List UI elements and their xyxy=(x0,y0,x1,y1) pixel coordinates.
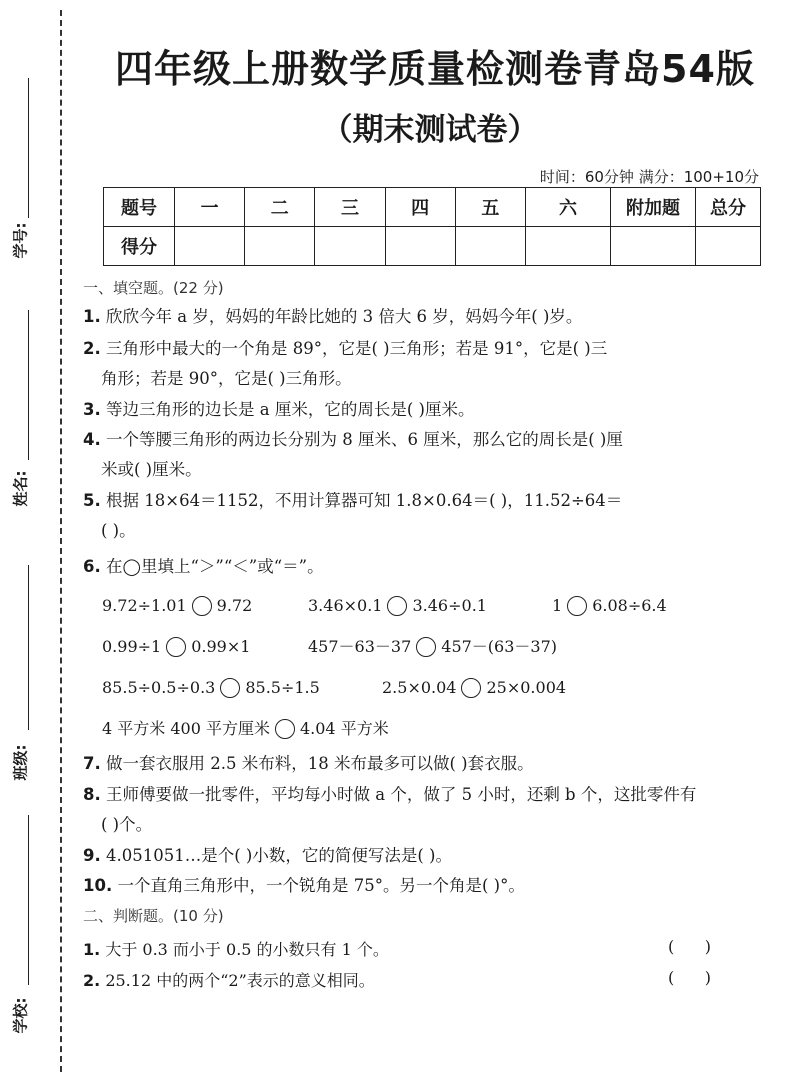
compare-left: 2.5×0.04 xyxy=(382,678,457,697)
question-9 xyxy=(83,841,733,871)
question-2 xyxy=(83,334,733,394)
compare-right: 0.99×1 xyxy=(191,637,251,656)
question-number: 2. xyxy=(83,971,101,990)
score-cell: 六 xyxy=(526,188,611,227)
compare-circle-blank[interactable] xyxy=(166,637,186,657)
score-input-cell[interactable] xyxy=(315,227,385,266)
question-10 xyxy=(83,871,733,901)
school-rule xyxy=(28,815,29,985)
compare-left: 457－63－37 xyxy=(308,637,412,656)
class-rule xyxy=(28,565,29,730)
compare-left: 3.46×0.1 xyxy=(308,596,383,615)
question-text: 等边三角形的边长是 a 厘米，它的周长是( )厘米。 xyxy=(106,400,475,419)
question-text: 25.12 中的两个“2”表示的意义相同。 xyxy=(105,971,375,990)
question-text: 做一套衣服用 2.5 米布料，18 米布最多可以做( )套衣服。 xyxy=(106,754,534,773)
compare-circle-blank[interactable] xyxy=(567,596,587,616)
compare-right: 25×0.004 xyxy=(486,678,567,697)
binding-dashed-line xyxy=(60,10,62,1072)
question-text: 三角形中最大的一个角是 89°，它是( )三角形；若是 91°，它是( )三 xyxy=(106,339,608,358)
judge-answer-blank[interactable]: ( ) xyxy=(668,968,711,987)
compare-item xyxy=(102,718,389,740)
question-text: 在◯里填上“＞”“＜”或“＝”。 xyxy=(106,557,324,576)
compare-left: 9.72÷1.01 xyxy=(102,596,187,615)
time-info: 时间：60分钟 满分：100+10分 xyxy=(539,168,759,186)
question-text-continued: 角形；若是 90°，它是( )三角形。 xyxy=(101,369,352,388)
question-number: 8. xyxy=(83,785,101,804)
question-text: 王师傅要做一批零件，平均每小时做 a 个，做了 5 小时，还剩 b 个，这批零件有 xyxy=(106,785,697,804)
question-number: 2. xyxy=(83,339,101,358)
question-text-continued: ( )个。 xyxy=(101,815,153,834)
compare-item xyxy=(102,677,320,699)
compare-circle-blank[interactable] xyxy=(387,596,407,616)
score-table-header-row xyxy=(104,188,761,227)
judge-question-1 xyxy=(83,937,389,960)
name-rule xyxy=(28,310,29,460)
compare-right: 9.72 xyxy=(216,596,253,615)
score-cell: 一 xyxy=(175,188,245,227)
question-text: 4.051051…是个( )小数，它的简便写法是( )。 xyxy=(106,846,452,865)
compare-right: 6.08÷6.4 xyxy=(592,596,667,615)
compare-circle-blank[interactable] xyxy=(461,678,481,698)
section1-heading: 一、填空题。(22 分) xyxy=(83,279,224,297)
compare-left: 4 平方米 400 平方厘米 xyxy=(102,719,270,738)
score-cell: 总分 xyxy=(696,188,761,227)
score-input-cell[interactable] xyxy=(385,227,455,266)
score-cell: 五 xyxy=(455,188,525,227)
compare-circle-blank[interactable] xyxy=(416,637,436,657)
score-cell: 题号 xyxy=(104,188,175,227)
school-label: 学校: xyxy=(11,997,30,1034)
question-number: 9. xyxy=(83,846,101,865)
question-number: 10. xyxy=(83,876,113,895)
question-number: 3. xyxy=(83,400,101,419)
question-6 xyxy=(83,552,733,582)
question-text: 欣欣今年 a 岁，妈妈的年龄比她的 3 倍大 6 岁，妈妈今年( )岁。 xyxy=(106,307,583,326)
question-text: 一个等腰三角形的两边长分别为 8 厘米、6 厘米，那么它的周长是( )厘 xyxy=(106,430,623,449)
compare-left: 85.5÷0.5÷0.3 xyxy=(102,678,216,697)
question-5 xyxy=(83,486,733,546)
question-number: 4. xyxy=(83,430,101,449)
compare-circle-blank[interactable] xyxy=(220,678,240,698)
class-label: 班级: xyxy=(11,744,30,781)
score-input-cell[interactable] xyxy=(175,227,245,266)
compare-right: 457－(63－37) xyxy=(441,637,558,656)
score-input-cell[interactable] xyxy=(611,227,696,266)
question-number: 1. xyxy=(83,307,101,326)
page-subtitle: （期末测试卷） xyxy=(321,112,539,148)
section2-heading: 二、判断题。(10 分) xyxy=(83,907,224,925)
score-cell: 四 xyxy=(385,188,455,227)
score-input-cell[interactable] xyxy=(245,227,315,266)
compare-left: 0.99÷1 xyxy=(102,637,162,656)
question-number: 1. xyxy=(83,940,101,959)
score-input-cell[interactable] xyxy=(526,227,611,266)
compare-item xyxy=(102,636,250,658)
student-id-rule xyxy=(28,78,29,218)
question-7 xyxy=(83,749,733,779)
question-text-continued: ( )。 xyxy=(101,521,136,540)
question-number: 7. xyxy=(83,754,101,773)
student-id-label: 学号: xyxy=(11,222,30,259)
score-cell: 得分 xyxy=(104,227,175,266)
question-3 xyxy=(83,395,733,425)
compare-circle-blank[interactable] xyxy=(275,719,295,739)
question-4 xyxy=(83,425,733,485)
compare-item xyxy=(382,677,566,699)
score-table-score-row xyxy=(104,227,761,266)
score-input-cell[interactable] xyxy=(455,227,525,266)
page-title: 四年级上册数学质量检测卷青岛54版 xyxy=(115,47,755,91)
name-label: 姓名: xyxy=(11,470,30,507)
judge-answer-blank[interactable]: ( ) xyxy=(668,937,711,956)
score-cell: 二 xyxy=(245,188,315,227)
compare-circle-blank[interactable] xyxy=(192,596,212,616)
compare-item xyxy=(308,636,557,658)
score-cell: 附加题 xyxy=(611,188,696,227)
question-text-continued: 米或( )厘米。 xyxy=(101,460,202,479)
compare-right: 85.5÷1.5 xyxy=(245,678,320,697)
compare-right: 4.04 平方米 xyxy=(299,719,389,738)
compare-item xyxy=(102,595,252,617)
score-cell: 三 xyxy=(315,188,385,227)
question-text: 根据 18×64＝1152，不用计算器可知 1.8×0.64＝( )，11.52÷64＝ xyxy=(106,491,623,510)
compare-right: 3.46÷0.1 xyxy=(412,596,487,615)
score-input-cell[interactable] xyxy=(696,227,761,266)
compare-item xyxy=(552,595,667,617)
question-number: 6. xyxy=(83,557,101,576)
compare-left: 1 xyxy=(552,596,563,615)
compare-item xyxy=(308,595,487,617)
judge-question-2 xyxy=(83,968,375,991)
question-number: 5. xyxy=(83,491,101,510)
question-text: 一个直角三角形中，一个锐角是 75°。另一个角是( )°。 xyxy=(117,876,525,895)
score-table xyxy=(103,187,761,266)
question-text: 大于 0.3 而小于 0.5 的小数只有 1 个。 xyxy=(105,940,389,959)
question-1 xyxy=(83,302,733,332)
question-8 xyxy=(83,780,733,840)
